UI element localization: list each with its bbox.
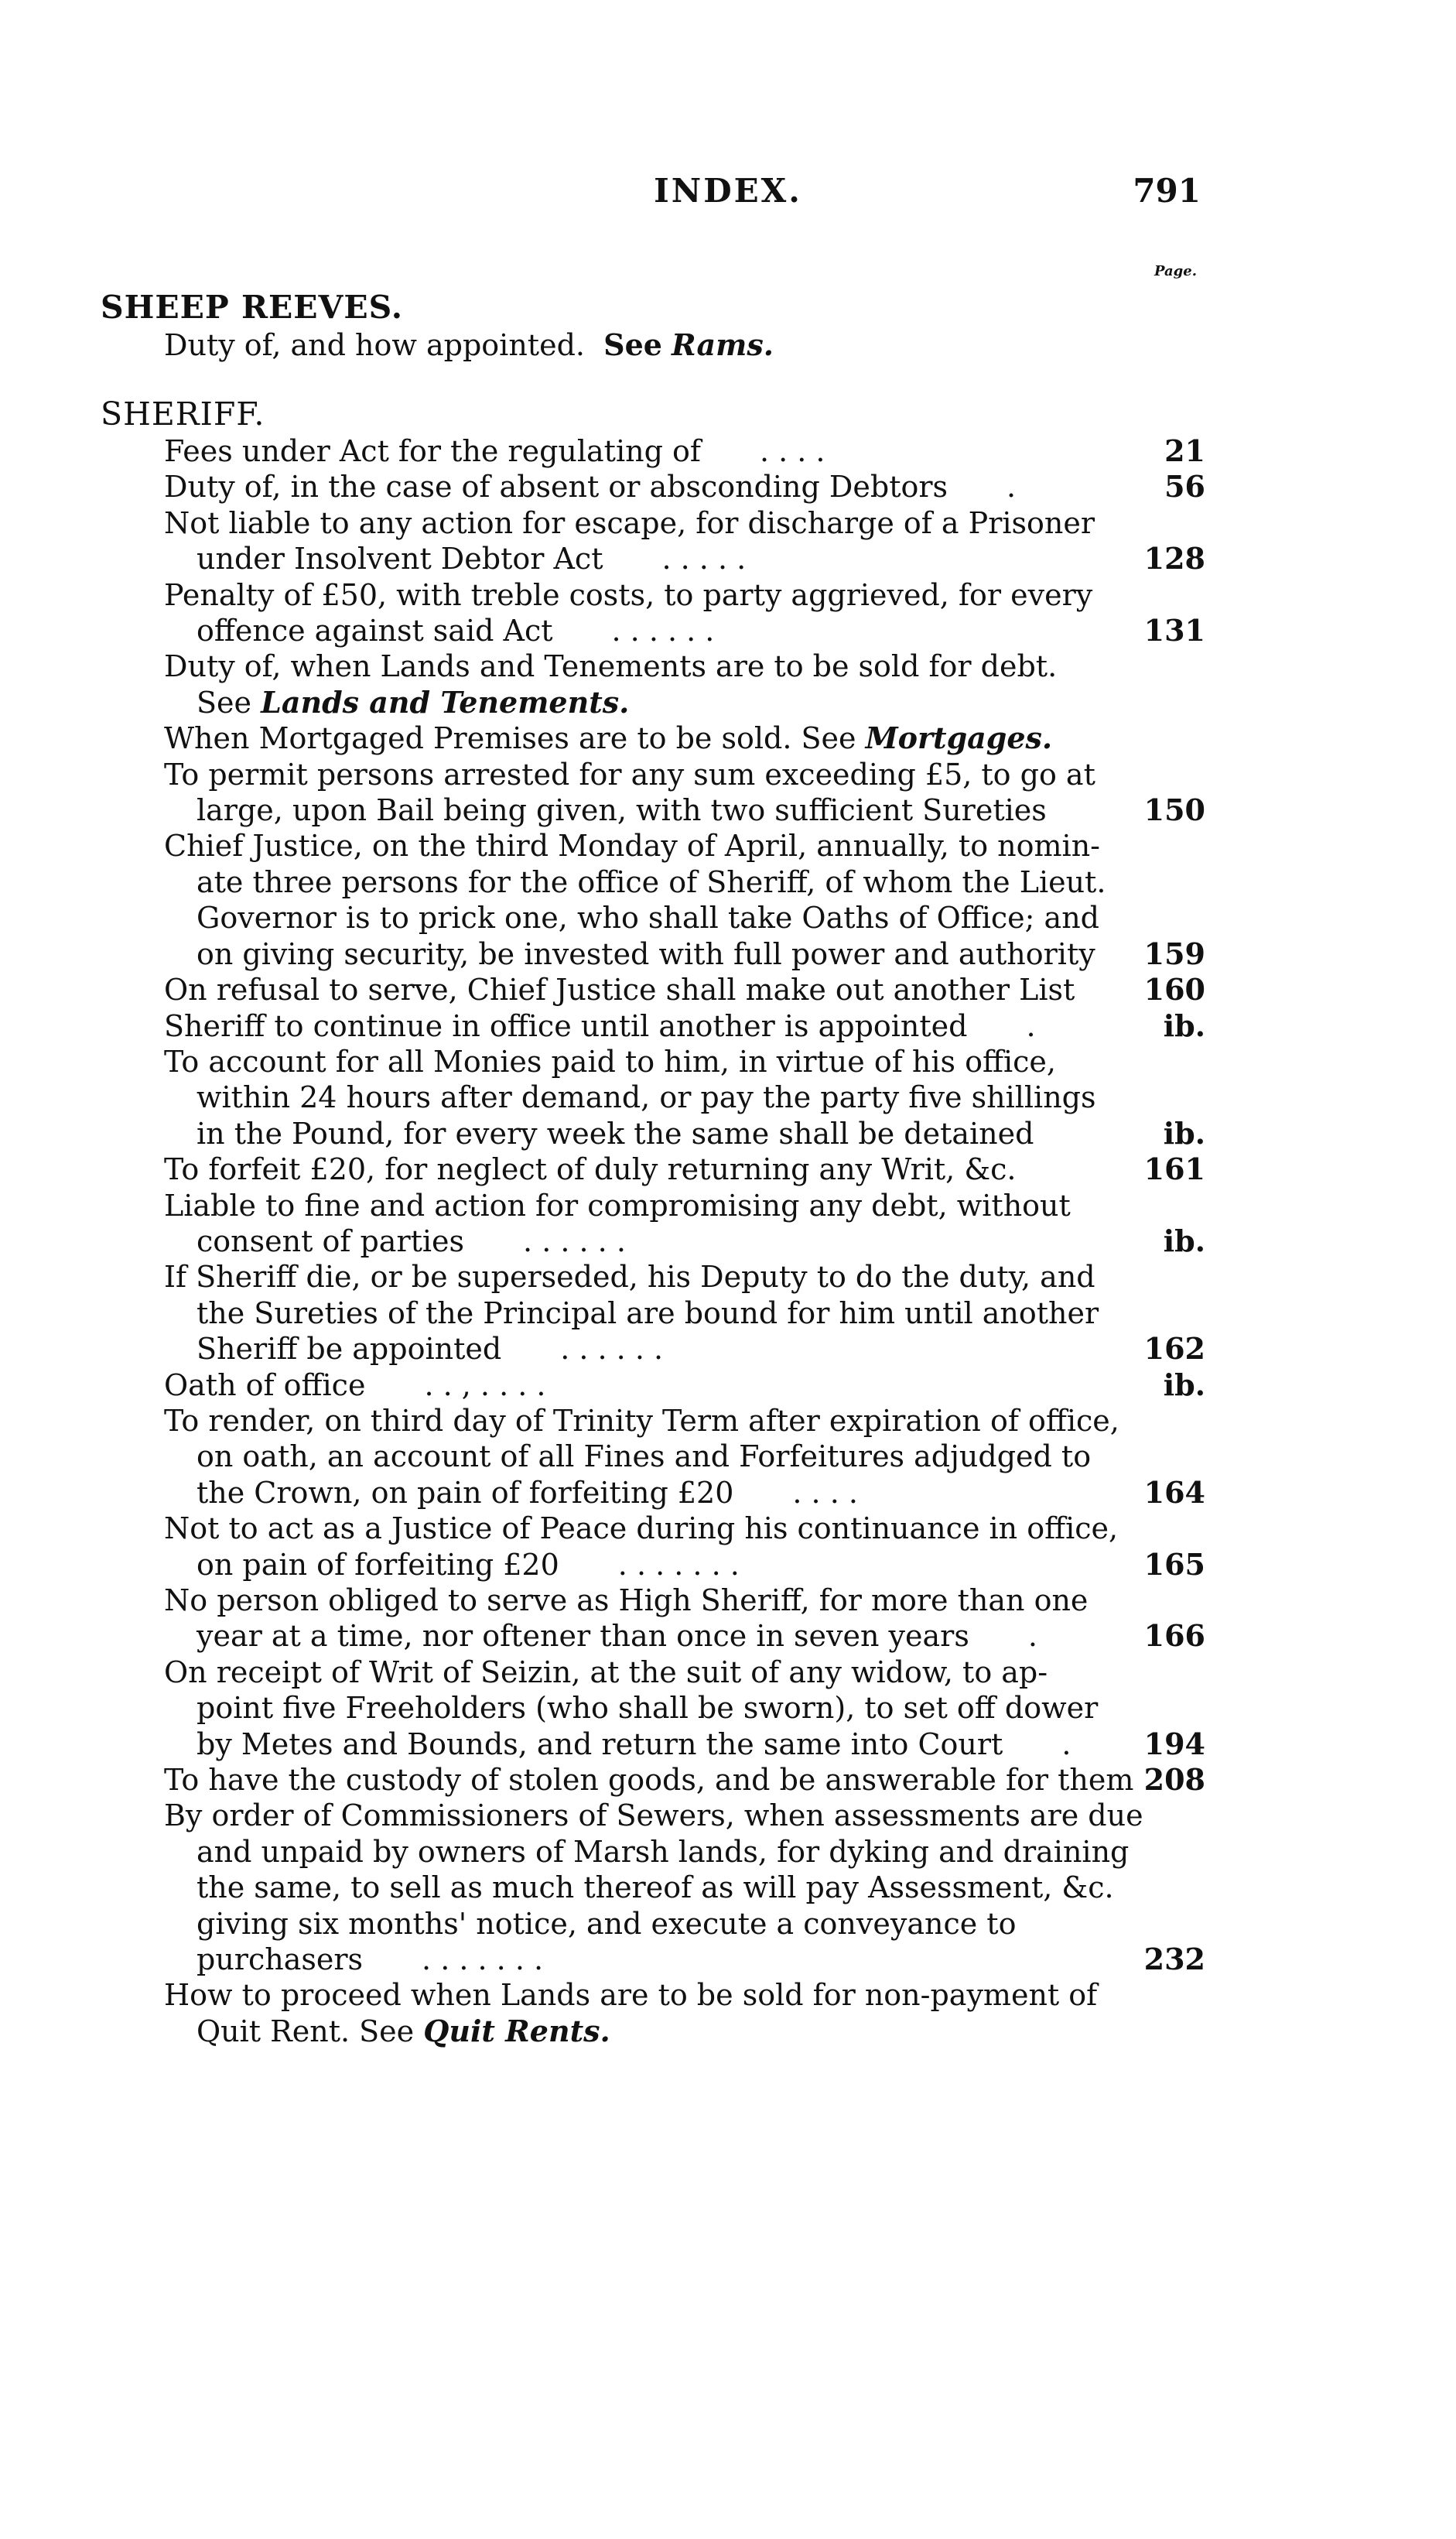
entry-line [164,433,1205,469]
entry-line [164,1511,1205,1546]
index-entry [164,648,1205,720]
entry-line [164,864,1205,900]
leader-dots: . [948,470,1017,505]
entry-text: To have the custody of stolen goods, and be answerable for them [164,1763,1134,1798]
entry-line [164,1080,1205,1115]
entry-line [164,757,1205,792]
entry-text: To account for all Monies paid to him, in virtue of his office, [164,1044,1056,1079]
entry-text: on giving security, be invested with full power and authority [197,936,1095,971]
entry-line [164,1834,1205,1870]
entry-line [164,1008,1205,1044]
entry-line [164,1654,1205,1690]
entry-text: the same, to sell as much thereof as will pay Assessment, &c. [197,1870,1114,1905]
leader-dots: . [1003,1726,1071,1761]
entry-page-number: ib. [1163,1008,1205,1043]
leader-dots: . . . . [733,1475,858,1510]
leader-dots: . . . . . . [464,1223,626,1258]
entry-line [164,1295,1205,1331]
entry-text: Governor is to prick one, who shall take Oaths of Office; and [197,901,1099,936]
entry-text: the Crown, on pain of forfeiting £20 [197,1475,734,1510]
entry-page-number: 194 [1143,1726,1205,1761]
index-entry [164,1151,1205,1187]
leader-dots: . . . . . . . [559,1547,740,1582]
entry-text: consent of parties [197,1223,465,1258]
entry-page-number: ib. [1163,1367,1205,1402]
index-entry [164,1367,1205,1403]
entry-text: Chief Justice, on the third Monday of April, annually, to nomin- [164,829,1101,864]
entry-text: Liable to fine and action for compromising any debt, without [164,1188,1071,1223]
entry-text: When Mortgaged Premises are to be sold. See [164,721,856,756]
entry-line [164,648,1205,684]
entry-text: No person obliged to serve as High Sheriff, for more than one [164,1583,1089,1617]
entry-page-number: 150 [1143,792,1205,828]
entry-text: Sheriff be appointed [197,1332,502,1367]
entry-page-number: 56 [1164,469,1205,505]
entry-line [164,1475,1205,1511]
entry-text: year at a time, nor oftener than once in seven years [197,1619,969,1654]
index-entry [164,1044,1205,1151]
entry-page-number: ib. [1163,1223,1205,1258]
leader-dots: . [967,1008,1036,1043]
index-entry [164,1977,1205,2049]
index-entry [164,1008,1205,1044]
entry-line [164,1259,1205,1295]
entry-text: To permit persons arrested for any sum exceeding £5, to go at [164,757,1095,792]
see-reference: Quit Rents. [423,2013,610,2048]
index-entry [164,1188,1205,1260]
entry-text: purchasers [197,1942,364,1977]
entry-text: On receipt of Writ of Seizin, at the suit of any widow, to ap- [164,1654,1048,1689]
see-reference: Lands and Tenements. [261,684,630,720]
entry-text: Sheriff to continue in office until another is appointed [164,1008,968,1043]
entry-line [164,1618,1205,1654]
entry-line [164,720,1205,756]
entry-text: by Metes and Bounds, and return the same into Court [197,1726,1003,1761]
entry-line [164,541,1205,577]
entry-line [164,792,1205,828]
entry-line [164,2014,1205,2049]
entry-text: On refusal to serve, Chief Justice shall make out another List [164,973,1075,1008]
section-sheep-reeves [101,288,1207,364]
entry-text: in the Pound, for every week the same shall be detained [197,1116,1034,1151]
see-reference: Mortgages. [865,720,1053,756]
section-title-sheep-reeves: SHEEP REEVES. [101,289,404,326]
leader-dots: . . . . . . . [363,1942,544,1977]
index-entry [164,720,1205,756]
entry-page-number: 159 [1143,936,1205,971]
leader-dots: . . . . [700,434,825,468]
entry-text: To render, on third day of Trinity Term after expiration of office, [164,1403,1119,1438]
index-entry [164,433,1205,469]
entry-text: ate three persons for the office of Sheriff, of whom the Lieut. [197,864,1106,899]
entry-line [164,613,1205,648]
index-entry [164,1403,1205,1511]
entry-text: the Sureties of the Principal are bound for him until another [197,1295,1099,1330]
entry-text: If Sheriff die, or be superseded, his Deputy to do the duty, and [164,1260,1095,1295]
entry-text: giving six months' notice, and execute a conveyance to [197,1906,1017,1941]
entry-line [164,505,1205,541]
entry-text: Penalty of £50, with treble costs, to party aggrieved, for every [164,577,1093,612]
entry-page-number: 208 [1143,1762,1205,1798]
entry-line [164,469,1205,505]
entry-page-number: 160 [1143,972,1205,1008]
entry-page-number: 165 [1143,1546,1205,1582]
entry-page-number: 232 [1143,1942,1205,1977]
entry-text: Not to act as a Justice of Peace during his continuance in office, [164,1511,1119,1546]
entry-page-number: 161 [1143,1151,1205,1187]
entry-line [164,1403,1205,1439]
entry-line [164,1690,1205,1726]
entry-text: large, upon Bail being given, with two sufficient Sureties [197,793,1047,828]
index-entry [164,577,1205,649]
section-sheriff [101,395,1207,433]
entry-text: within 24 hours after demand, or pay the party five shillings [197,1080,1096,1115]
entry-text: offence against said Act [197,614,553,648]
entry-text: Not liable to any action for escape, for discharge of a Prisoner [164,505,1095,540]
entry-line [164,1223,1205,1259]
entry-line [164,1044,1205,1080]
entry-text: By order of Commissioners of Sewers, when assessments are due [164,1798,1143,1833]
entry-line [164,1726,1205,1762]
index-entry [164,505,1205,577]
leader-dots: . . , . . . . [365,1367,546,1402]
intro-text: Duty of, and how appointed. [164,328,585,362]
entry-line [164,685,1205,720]
entry-line [164,1547,1205,1583]
leader-dots: . . . . . [603,542,747,577]
entry-page-number: 164 [1143,1474,1205,1510]
page-column-label: Page. [1154,263,1197,279]
entry-line [164,1870,1205,1905]
entry-line [164,828,1205,864]
entry-line [164,972,1205,1008]
entry-line [164,577,1205,613]
entry-line [164,1942,1205,1977]
entry-page-number: 162 [1143,1331,1205,1367]
entry-page-number: 21 [1164,433,1205,468]
entry-line [164,1906,1205,1942]
entry-page-number: 128 [1143,541,1205,577]
entry-line [164,1583,1205,1618]
index-entry [164,757,1205,829]
see-reference: Rams. [672,327,774,362]
entry-text: point five Freeholders (who shall be sworn), to set off dower [197,1691,1099,1726]
entry-text: How to proceed when Lands are to be sold for non-payment of [164,1978,1098,2013]
leader-dots: . [969,1619,1037,1654]
index-entry [164,972,1205,1008]
entry-page-number: ib. [1163,1115,1205,1151]
entry-line [164,936,1205,972]
entry-page-number: 166 [1143,1618,1205,1654]
index-entry [164,1798,1205,1977]
entry-line [164,1977,1205,2013]
entry-text: Quit Rent. See [197,2014,415,2048]
entry-line [164,1798,1205,1833]
page-title: INDEX. [654,172,802,210]
entry-line [164,900,1205,936]
leader-dots: . . . . . . [501,1332,664,1367]
page-number: 791 [1133,172,1201,210]
leader-dots: . . . . . . [552,614,715,648]
entry-page-number: 131 [1143,613,1205,648]
index-entry [164,1762,1205,1798]
index-entry [164,1583,1205,1654]
entry-text: Oath of office [164,1367,366,1402]
entry-line [164,1116,1205,1151]
entry-text: To forfeit £20, for neglect of duly returning any Writ, &c. [164,1152,1017,1187]
index-entry [164,1511,1205,1583]
entry-text: on pain of forfeiting £20 [197,1547,559,1582]
sheriff-entries [164,433,1205,2049]
entry-line [164,1439,1205,1474]
section-title-sheriff: SHERIFF. [101,395,265,433]
entry-line [164,1367,1205,1403]
entry-text: and unpaid by owners of Marsh lands, for dyking and draining [197,1834,1130,1869]
sheep-reeves-intro [164,327,1207,364]
entry-line [164,1331,1205,1367]
entry-line [164,1151,1205,1187]
entry-text: See [197,685,252,720]
index-entry [164,828,1205,972]
entry-text: Fees under Act for the regulating of [164,434,701,468]
entry-text: Duty of, when Lands and Tenements are to be sold for debt. [164,649,1058,684]
entry-text: on oath, an account of all Fines and Forfeitures adjudged to [197,1439,1092,1474]
entry-text: under Insolvent Debtor Act [197,542,603,577]
index-entry [164,469,1205,505]
entry-line [164,1762,1205,1798]
index-entry [164,1654,1205,1762]
entry-line [164,1188,1205,1223]
see-label: See [603,327,662,362]
entry-text: Duty of, in the case of absent or absconding Debtors [164,470,948,505]
index-entry [164,1259,1205,1367]
